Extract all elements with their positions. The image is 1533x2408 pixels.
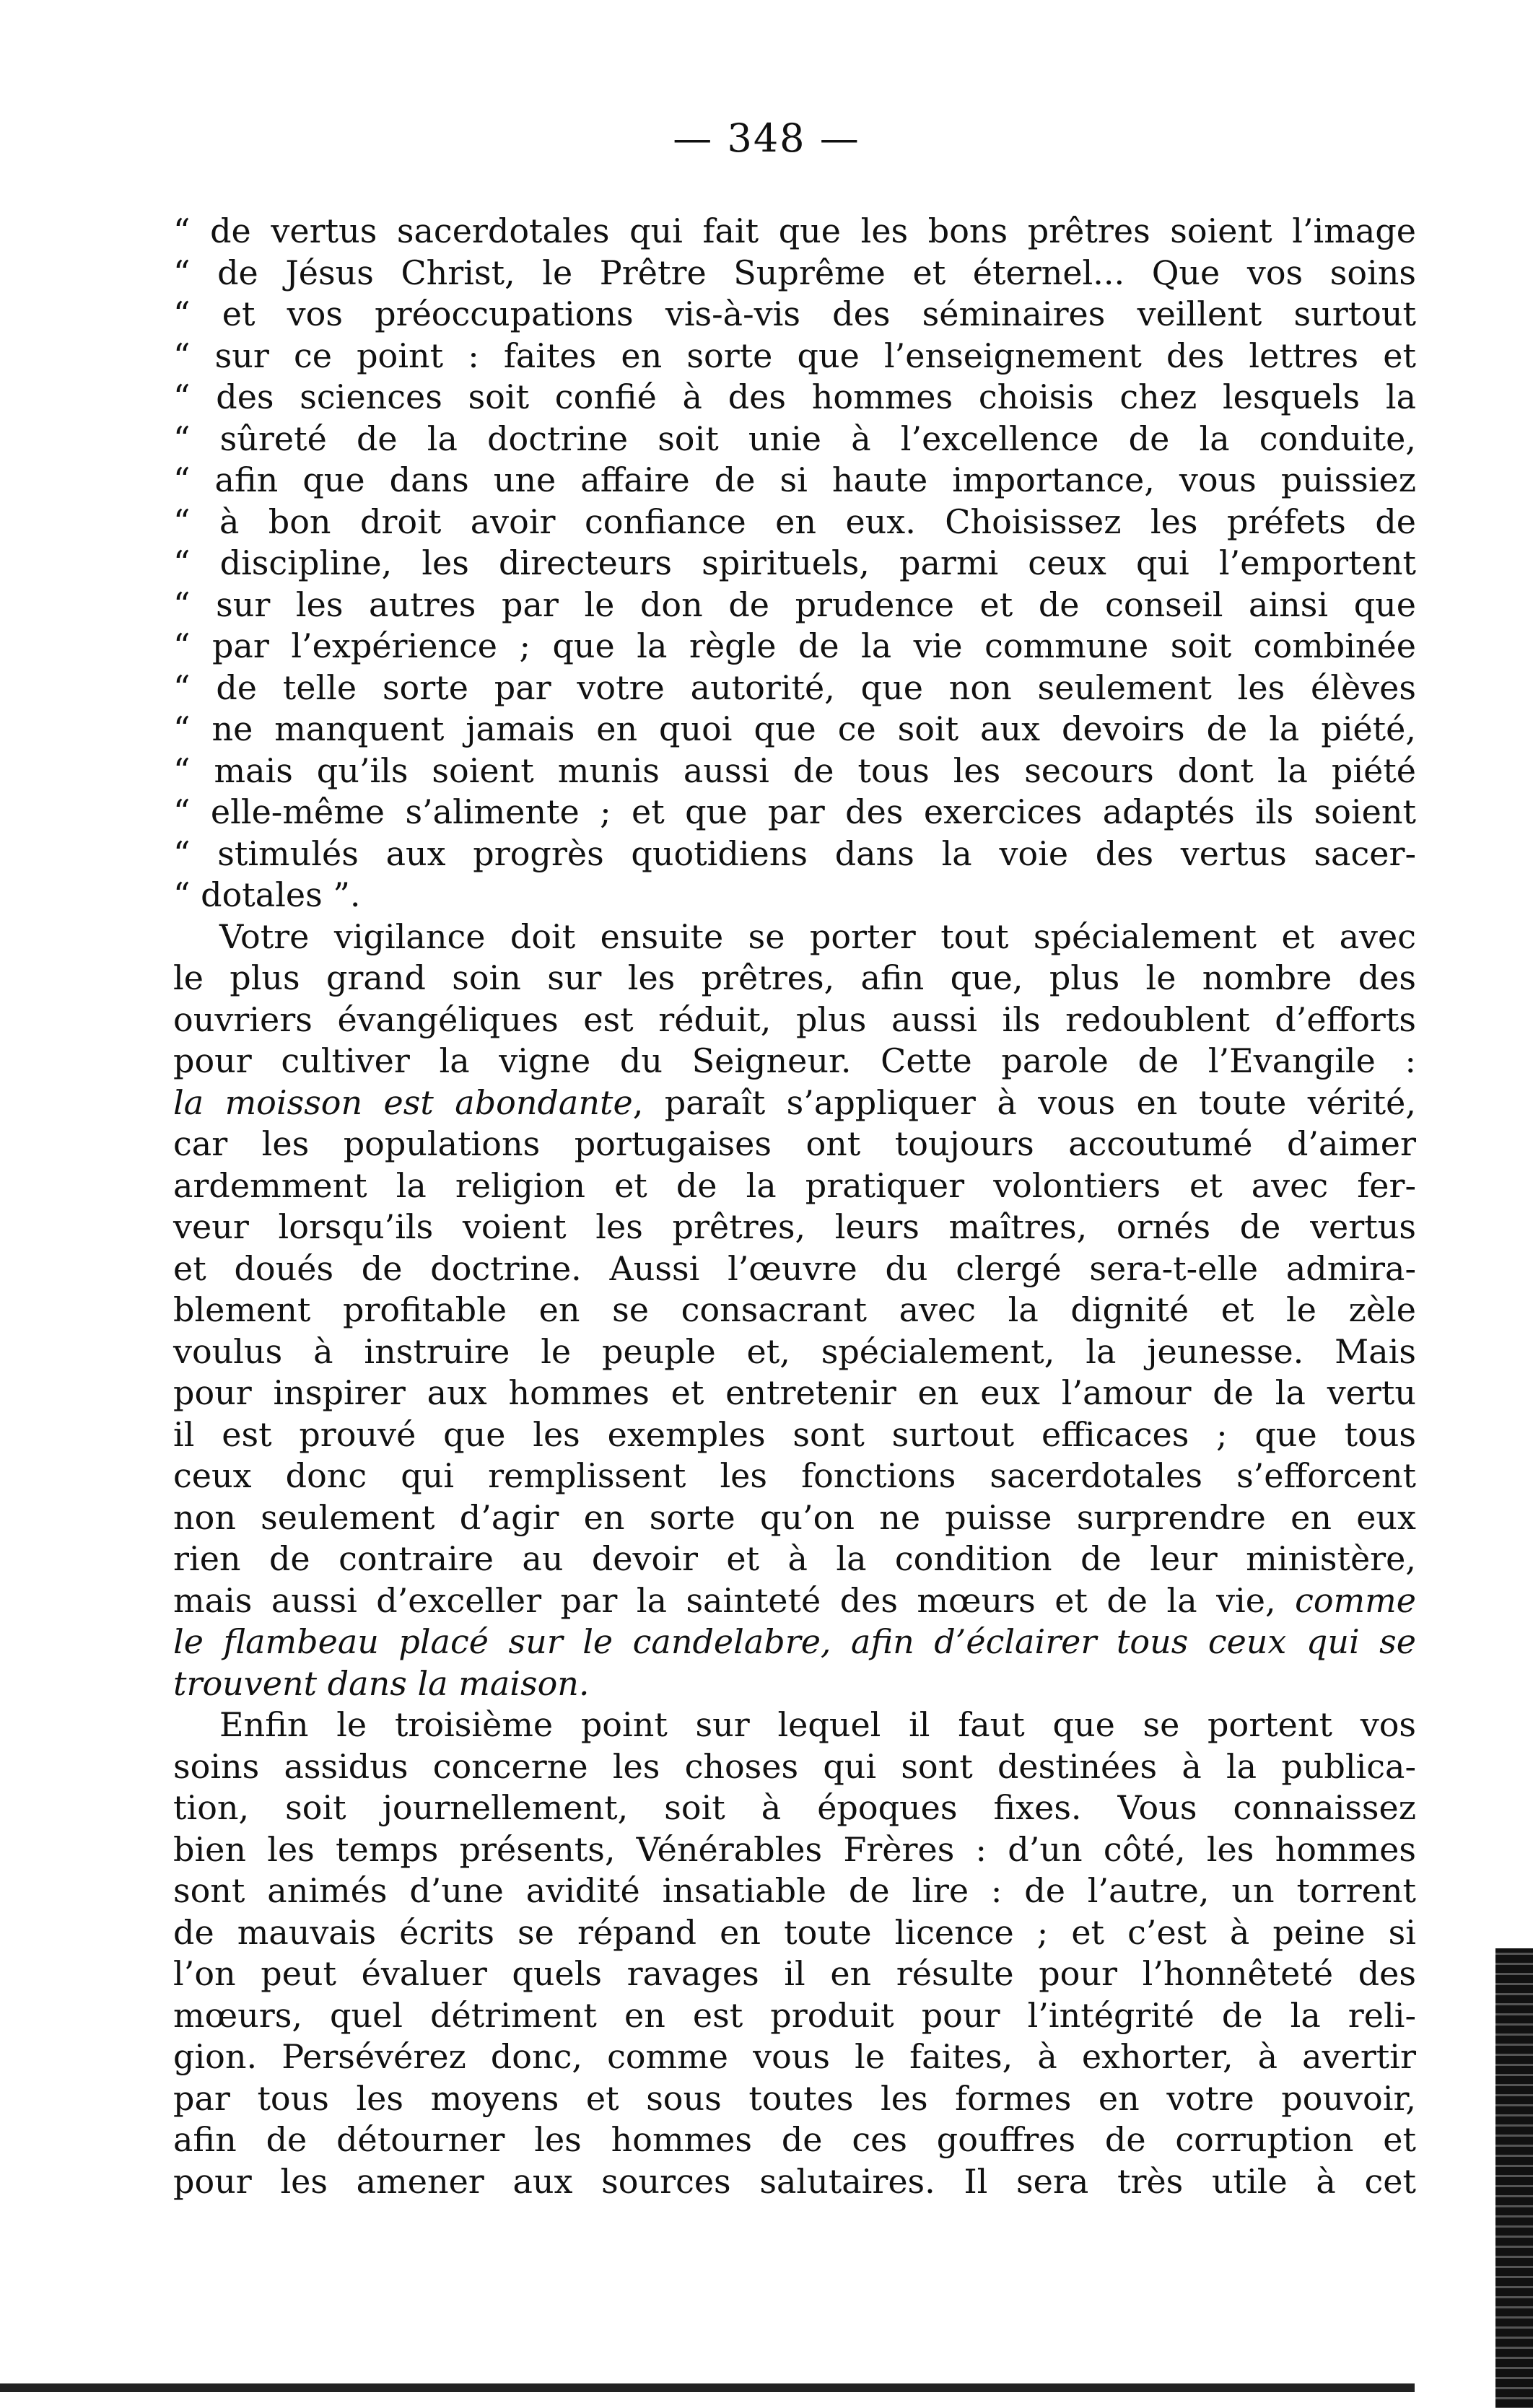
text-line: car les populations portugaises ont toujours accoutumé d’aimer xyxy=(173,1124,1416,1163)
text-line: tion, soit journellement, soit à époques fixes. Vous connaissez xyxy=(173,1788,1416,1827)
text-line: par tous les moyens et sous toutes les formes en votre pouvoir, xyxy=(173,2078,1416,2118)
text-line: soins assidus concerne les choses qui sont destinées à la publica- xyxy=(173,1746,1416,1786)
text-line: et doués de doctrine. Aussi l’œuvre du clergé sera-t-elle admira- xyxy=(173,1248,1416,1288)
text-line: “ discipline, les directeurs spirituels, parmi ceux qui l’emportent xyxy=(173,543,1416,582)
text-line: “ elle-même s’alimente ; et que par des exercices adaptés ils soient xyxy=(173,792,1416,831)
text-line: “ mais qu’ils soient munis aussi de tous les secours dont la piété xyxy=(173,750,1416,790)
text-line: sont animés d’une avidité insatiable de lire : de l’autre, un torrent xyxy=(173,1871,1416,1910)
bottom-rule xyxy=(0,2383,1415,2392)
text-line: “ de telle sorte par votre autorité, que non seulement les élèves xyxy=(173,667,1416,707)
text-line: non seulement d’agir en sorte qu’on ne puisse surprendre en eux xyxy=(173,1497,1416,1537)
text-line: il est prouvé que les exemples sont surtout efficaces ; que tous xyxy=(173,1414,1416,1454)
text-line: ouvriers évangéliques est réduit, plus aussi ils redoublent d’efforts xyxy=(173,999,1416,1039)
text-line: ceux donc qui remplissent les fonctions sacerdotales s’efforcent xyxy=(173,1456,1416,1495)
text-line: Enfin le troisième point sur lequel il faut que se portent vos xyxy=(219,1705,1416,1744)
text-line: voulus à instruire le peuple et, spécialement, la jeunesse. Mais xyxy=(173,1331,1416,1371)
text-line: l’on peut évaluer quels ravages il en résulte pour l’honnêteté des xyxy=(173,1954,1416,1993)
text-line: la moisson est abondante, paraît s’appliquer à vous en toute vérité, xyxy=(173,1082,1417,1122)
text-line: blement profitable en se consacrant avec la dignité et le zèle xyxy=(173,1290,1416,1329)
text-line: “ des sciences soit confié à des hommes choisis chez lesquels la xyxy=(173,377,1416,416)
body-text xyxy=(173,211,1416,2202)
text-line: bien les temps présents, Vénérables Frères : d’un côté, les hommes xyxy=(173,1829,1416,1869)
text-line: Votre vigilance doit ensuite se porter tout spécialement et avec xyxy=(219,916,1416,956)
text-line: ardemment la religion et de la pratiquer volontiers et avec fer- xyxy=(173,1165,1416,1205)
text-line: le flambeau placé sur le candelabre, afin d’éclairer tous ceux qui se xyxy=(173,1622,1416,1661)
text-line: pour les amener aux sources salutaires. Il sera très utile à cet xyxy=(173,2161,1416,2201)
text-line: pour inspirer aux hommes et entretenir en eux l’amour de la vertu xyxy=(173,1373,1416,1412)
scan-edge-mark xyxy=(1495,1948,1533,2408)
text-line: afin de détourner les hommes de ces gouffres de corruption et xyxy=(173,2120,1416,2159)
text-line: “ ne manquent jamais en quoi que ce soit aux devoirs de la piété, xyxy=(173,709,1416,748)
text-line: pour cultiver la vigne du Seigneur. Cette parole de l’Evangile : xyxy=(173,1041,1416,1080)
text-line: gion. Persévérez donc, comme vous le faites, à exhorter, à avertir xyxy=(173,2037,1416,2076)
text-line: “ à bon droit avoir confiance en eux. Choisissez les préfets de xyxy=(173,502,1416,541)
text-line: “ sur ce point : faites en sorte que l’enseignement des lettres et xyxy=(173,336,1416,375)
text-line: mais aussi d’exceller par la sainteté des mœurs et de la vie, comme xyxy=(173,1580,1416,1620)
text-line: “ sur les autres par le don de prudence et de conseil ainsi que xyxy=(173,585,1416,624)
text-line: mœurs, quel détriment en est produit pour l’intégrité de la reli- xyxy=(173,1995,1416,2035)
text-line: le plus grand soin sur les prêtres, afin que, plus le nombre des xyxy=(173,958,1416,997)
text-line: “ afin que dans une affaire de si haute importance, vous puissiez xyxy=(173,460,1416,499)
page-number: — 348 — xyxy=(673,115,860,161)
text-line: de mauvais écrits se répand en toute licence ; et c’est à peine si xyxy=(173,1912,1416,1952)
text-line: “ sûreté de la doctrine soit unie à l’excellence de la conduite, xyxy=(173,419,1416,458)
text-line: rien de contraire au devoir et à la condition de leur ministère, xyxy=(173,1539,1416,1578)
text-line: trouvent dans la maison. xyxy=(173,1663,590,1703)
text-line: “ et vos préoccupations vis-à-vis des séminaires veillent surtout xyxy=(173,294,1416,333)
text-line: “ dotales ”. xyxy=(173,875,361,914)
text-line: “ par l’expérience ; que la règle de la vie commune soit combinée xyxy=(173,626,1416,665)
text-line: “ de vertus sacerdotales qui fait que les bons prêtres soient l’image xyxy=(173,211,1416,250)
text-line: “ stimulés aux progrès quotidiens dans la voie des vertus sacer- xyxy=(173,833,1416,873)
text-line: “ de Jésus Christ, le Prêtre Suprême et éternel... Que vos soins xyxy=(173,253,1416,292)
text-line: veur lorsqu’ils voient les prêtres, leurs maîtres, ornés de vertus xyxy=(173,1207,1416,1246)
